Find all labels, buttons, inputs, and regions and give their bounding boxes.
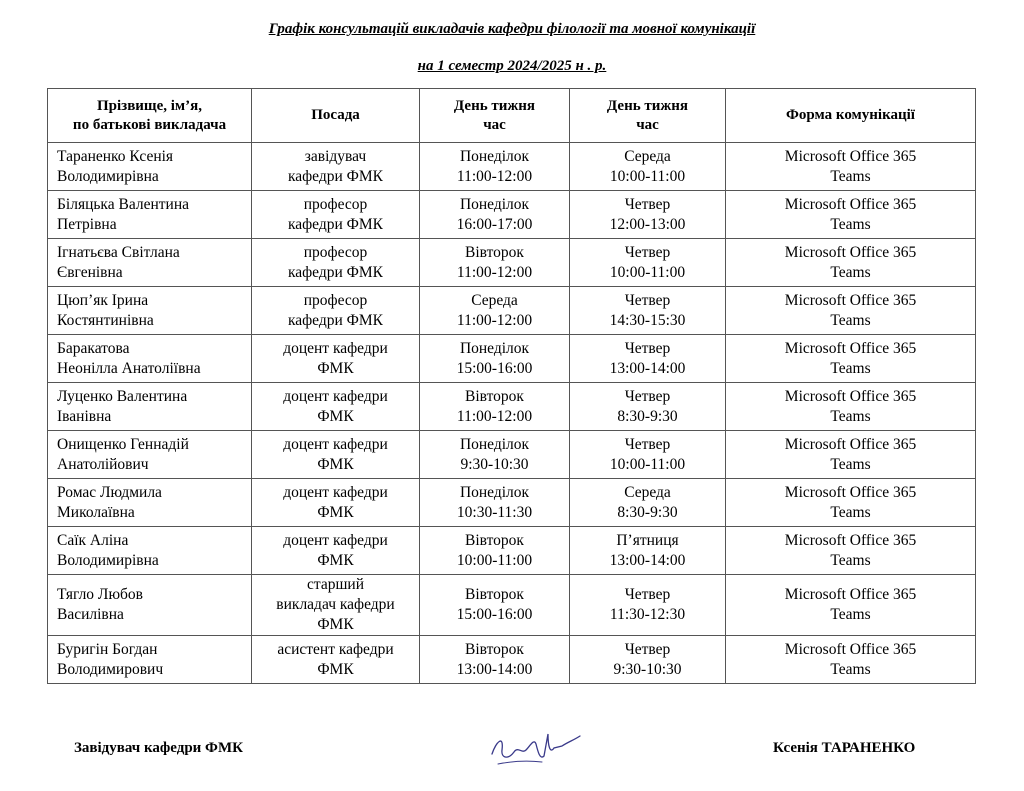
cell-teacher-name-line: Тараненко Ксенія [57,147,174,165]
cell-day-time-1-line: Понеділок [459,339,530,357]
cell-position [252,479,420,527]
cell-teacher-name-line: Ігнатьєва Світлана [57,243,180,261]
cell-teacher-name-line: Володимирівна [57,551,159,569]
cell-position-line: ФМК [317,359,354,377]
cell-teacher-name-line: Тягло Любов [57,586,143,603]
cell-position-line: ФМК [317,616,354,633]
cell-day-time-1-line: 10:00-11:00 [456,551,533,569]
table-row [48,527,976,575]
table-row [48,287,976,335]
cell-position-line: ФМК [317,455,354,473]
cell-day-time-2-line: 10:00-11:00 [609,263,686,281]
cell-teacher-name-line: Костянтинівна [57,311,154,329]
cell-day-time-2-line: 8:30-9:30 [617,407,678,425]
document-title: Графік консультацій викладачів кафедри філології та мовної комунікації [268,21,756,37]
cell-day-time-2 [570,335,726,383]
table-row [48,383,976,431]
cell-day-time-2 [570,575,726,636]
cell-day-time-2-line: Четвер [624,640,671,658]
cell-day-time-2-line: 9:30-10:30 [613,660,682,678]
cell-teacher-name [48,431,252,479]
cell-communication-form-line: Microsoft Office 365 [784,291,917,309]
cell-teacher-name [48,575,252,636]
cell-day-time-1-line: Понеділок [459,435,530,453]
cell-position-line: доцент кафедри [283,531,388,549]
cell-day-time-2 [570,287,726,335]
cell-day-time-1 [420,191,570,239]
cell-day-time-1 [420,383,570,431]
cell-communication-form-line: Microsoft Office 365 [784,243,917,261]
cell-day-time-1-line: Вівторок [465,640,524,658]
cell-day-time-2-line: Четвер [624,339,671,357]
cell-position [252,575,420,636]
cell-position-line: асистент кафедри [277,640,394,658]
cell-position-line: ФМК [317,551,354,569]
cell-teacher-name-line: Анатолійович [57,455,149,473]
cell-day-time-1-line: Вівторок [465,387,524,405]
cell-communication-form-line: Teams [830,503,871,521]
head-of-department-label: Завідувач кафедри ФМК [74,740,243,756]
cell-day-time-2-line: Середа [624,483,671,501]
cell-position-line: професор [303,243,368,261]
cell-communication-form-line: Teams [830,551,871,569]
document-subtitle: на 1 семестр 2024/2025 н . р. [417,58,607,74]
cell-day-time-1 [420,479,570,527]
cell-day-time-2-line: Четвер [624,387,671,405]
cell-communication-form [726,335,976,383]
cell-communication-form-line: Teams [830,606,871,623]
cell-communication-form-line: Teams [830,167,871,185]
cell-day-time-1 [420,287,570,335]
cell-day-time-1 [420,335,570,383]
cell-day-time-1-line: Вівторок [465,531,524,549]
cell-day-time-1 [420,239,570,287]
cell-day-time-2-line: П’ятниця [616,531,679,549]
cell-day-time-1-line: Понеділок [459,147,530,165]
cell-day-time-2-line: 13:00-14:00 [609,359,686,377]
cell-communication-form [726,143,976,191]
table-row [48,239,976,287]
cell-communication-form [726,636,976,684]
table-row [48,431,976,479]
cell-day-time-1-line: Середа [471,291,518,309]
cell-communication-form [726,575,976,636]
cell-day-time-2 [570,143,726,191]
cell-teacher-name [48,143,252,191]
cell-communication-form [726,239,976,287]
handwritten-signature [484,724,584,768]
cell-teacher-name [48,239,252,287]
consultation-schedule-table [47,88,976,684]
cell-communication-form-line: Microsoft Office 365 [784,195,917,213]
cell-position-line: кафедри ФМК [287,215,384,233]
cell-day-time-2-line: Четвер [624,435,671,453]
cell-position-line: завідувач [304,147,367,165]
column-header-teacher-name: Прізвище, ім’я, по батькові викладача [48,89,252,143]
cell-teacher-name [48,527,252,575]
cell-day-time-1-line: Вівторок [465,243,524,261]
cell-day-time-1-line: 13:00-14:00 [456,660,533,678]
cell-communication-form-line: Teams [830,455,871,473]
cell-communication-form [726,527,976,575]
cell-day-time-2-line: 11:30-12:30 [609,606,686,623]
cell-day-time-2 [570,431,726,479]
cell-day-time-2-line: 10:00-11:00 [609,455,686,473]
cell-communication-form [726,287,976,335]
cell-communication-form-line: Microsoft Office 365 [784,483,917,501]
cell-communication-form-line: Microsoft Office 365 [784,531,917,549]
cell-position-line: кафедри ФМК [287,311,384,329]
cell-position-line: ФМК [317,660,354,678]
cell-position [252,383,420,431]
cell-position-line: професор [303,195,368,213]
cell-teacher-name-line: Луценко Валентина [57,387,188,405]
cell-day-time-1-line: 15:00-16:00 [456,359,533,377]
cell-teacher-name-line: Володимирівна [57,167,159,185]
cell-day-time-1-line: 15:00-16:00 [456,606,533,623]
table-row [48,575,976,636]
cell-day-time-1-line: 9:30-10:30 [460,455,529,473]
cell-communication-form-line: Teams [830,407,871,425]
cell-day-time-1 [420,527,570,575]
cell-position [252,527,420,575]
cell-teacher-name [48,383,252,431]
cell-communication-form-line: Teams [830,311,871,329]
cell-position [252,239,420,287]
table-row [48,191,976,239]
cell-day-time-2 [570,191,726,239]
cell-day-time-2-line: 14:30-15:30 [609,311,686,329]
cell-teacher-name-line: Євгенівна [57,263,123,281]
cell-communication-form [726,191,976,239]
cell-position [252,431,420,479]
cell-teacher-name [48,636,252,684]
cell-position-line: старший [307,576,364,593]
cell-communication-form [726,383,976,431]
table-header-row [48,89,976,143]
cell-teacher-name-line: Іванівна [57,407,112,425]
cell-position-line: викладач кафедри [276,596,395,613]
cell-day-time-1 [420,636,570,684]
cell-teacher-name-line: Миколаївна [57,503,135,521]
cell-teacher-name-line: Буригін Богдан [57,640,158,658]
cell-position-line: кафедри ФМК [287,167,384,185]
cell-teacher-name [48,335,252,383]
cell-communication-form [726,479,976,527]
cell-position [252,143,420,191]
cell-day-time-2-line: 12:00-13:00 [609,215,686,233]
column-header-day-time-2: День тижня час [570,89,726,143]
cell-day-time-1 [420,143,570,191]
table-row [48,479,976,527]
cell-teacher-name [48,479,252,527]
cell-teacher-name-line: Баракатова [57,339,130,357]
cell-position-line: доцент кафедри [283,435,388,453]
cell-teacher-name-line: Цюп’як Ірина [57,291,149,309]
cell-day-time-1-line: Вівторок [465,586,524,603]
cell-day-time-2 [570,239,726,287]
cell-day-time-1-line: 16:00-17:00 [456,215,533,233]
cell-communication-form-line: Teams [830,215,871,233]
cell-day-time-2-line: 8:30-9:30 [617,503,678,521]
cell-position [252,191,420,239]
cell-teacher-name-line: Біляцька Валентина [57,195,189,213]
cell-day-time-2-line: Середа [624,147,671,165]
cell-teacher-name-line: Онищенко Геннадій [57,435,189,453]
cell-teacher-name-line: Володимирович [57,660,164,678]
cell-position [252,287,420,335]
cell-day-time-1 [420,575,570,636]
cell-day-time-1-line: 11:00-12:00 [456,407,533,425]
cell-teacher-name-line: Неонілла Анатоліївна [57,359,201,377]
cell-day-time-2-line: 10:00-11:00 [609,167,686,185]
cell-day-time-2-line: Четвер [624,243,671,261]
cell-communication-form-line: Microsoft Office 365 [784,586,917,603]
column-header-day-time-1: День тижня час [420,89,570,143]
cell-day-time-2-line: Четвер [624,586,671,603]
cell-day-time-1-line: 11:00-12:00 [456,263,533,281]
cell-communication-form-line: Teams [830,660,871,678]
table-row [48,143,976,191]
cell-day-time-2 [570,383,726,431]
cell-communication-form-line: Microsoft Office 365 [784,640,917,658]
column-header-communication-form: Форма комунікації [726,89,976,143]
cell-day-time-1-line: Понеділок [459,195,530,213]
cell-position-line: доцент кафедри [283,387,388,405]
cell-teacher-name-line: Петрівна [57,215,117,233]
cell-communication-form-line: Microsoft Office 365 [784,435,917,453]
cell-day-time-1 [420,431,570,479]
cell-position-line: ФМК [317,407,354,425]
head-of-department-name: Ксенія ТАРАНЕНКО [773,740,916,756]
cell-day-time-2-line: Четвер [624,195,671,213]
cell-day-time-1-line: 11:00-12:00 [456,311,533,329]
column-header-position: Посада [252,89,420,143]
cell-position-line: професор [303,291,368,309]
cell-communication-form-line: Microsoft Office 365 [784,387,917,405]
cell-day-time-2 [570,636,726,684]
cell-position [252,636,420,684]
cell-position-line: доцент кафедри [283,483,388,501]
cell-day-time-1-line: 10:30-11:30 [456,503,533,521]
table-row [48,636,976,684]
cell-position-line: кафедри ФМК [287,263,384,281]
cell-day-time-1-line: 11:00-12:00 [456,167,533,185]
cell-position-line: ФМК [317,503,354,521]
cell-position-line: доцент кафедри [283,339,388,357]
cell-communication-form-line: Microsoft Office 365 [784,147,917,165]
cell-communication-form [726,431,976,479]
cell-teacher-name [48,287,252,335]
cell-day-time-2-line: Четвер [624,291,671,309]
cell-teacher-name-line: Ромас Людмила [57,483,162,501]
cell-communication-form-line: Microsoft Office 365 [784,339,917,357]
table-row [48,335,976,383]
cell-teacher-name-line: Василівна [57,606,124,623]
cell-communication-form-line: Teams [830,359,871,377]
cell-day-time-2 [570,527,726,575]
cell-day-time-2-line: 13:00-14:00 [609,551,686,569]
cell-day-time-1-line: Понеділок [459,483,530,501]
cell-teacher-name-line: Саїк Аліна [57,531,129,549]
cell-day-time-2 [570,479,726,527]
cell-position [252,335,420,383]
cell-teacher-name [48,191,252,239]
cell-communication-form-line: Teams [830,263,871,281]
